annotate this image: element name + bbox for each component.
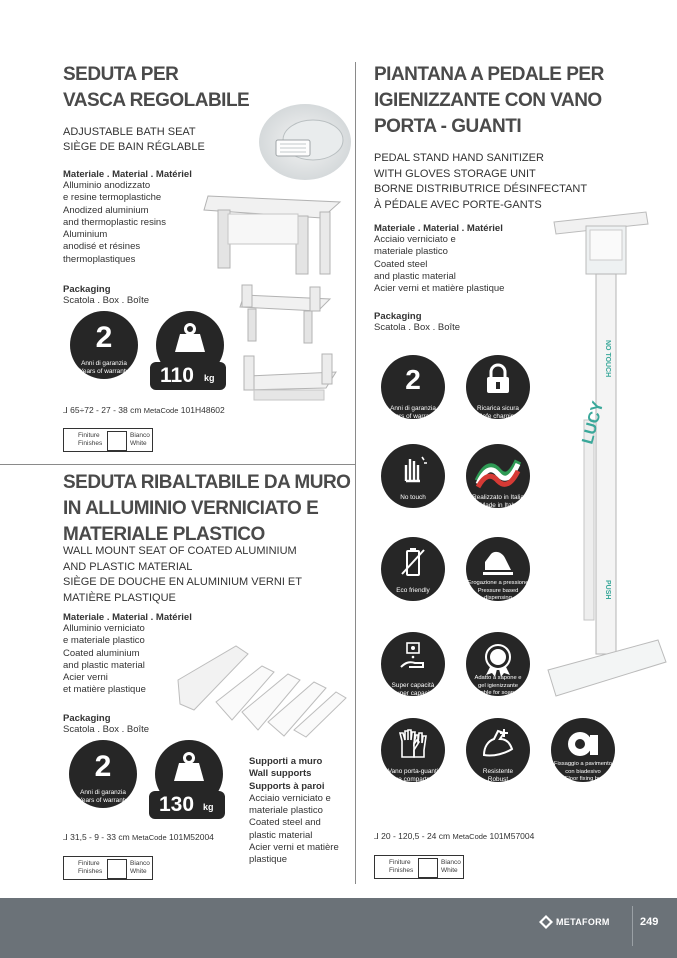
packaging-block: Packaging Scatola . Box . Boîte bbox=[63, 713, 150, 735]
badge-caption: Anni di garanzia bbox=[390, 405, 436, 412]
bath-seat-image-medium bbox=[238, 283, 334, 345]
dispenser-hand-icon-badge bbox=[381, 632, 445, 696]
product-title: SEDUTA RIBALTABILE DA MURO IN ALLUMINIO VERNICIATO E MATERIALE PLASTICO bbox=[63, 472, 351, 545]
weight-icon bbox=[174, 323, 206, 353]
badge-caption: Suitable for soap and bbox=[470, 690, 526, 696]
weight-icon bbox=[173, 752, 205, 782]
dimension-icon: ⅃ bbox=[63, 405, 68, 415]
material-block: Materiale . Material . Matériel Alluminio anodizzato e resine termoplastiche Anodized aluminium and thermoplastic resins Aluminium anodisé et résines thermoplastiques bbox=[63, 169, 192, 265]
badge-caption: Fissaggio a pavimento bbox=[553, 761, 612, 767]
weight-label: 110 kg bbox=[150, 362, 226, 390]
bath-seat-image-small bbox=[240, 352, 340, 414]
warranty-badge: 2 Anni di garanzia Years of warranty bbox=[70, 311, 138, 379]
page-footer bbox=[0, 898, 677, 958]
svg-text:LUCY: LUCY bbox=[579, 399, 608, 447]
svg-text:NO TOUCH: NO TOUCH bbox=[604, 340, 611, 378]
gloves-icon-badge bbox=[381, 718, 445, 782]
white-swatch bbox=[107, 859, 127, 879]
battery-off-icon-badge bbox=[381, 537, 445, 601]
dimension-icon: ⅃ bbox=[374, 831, 379, 841]
section-divider bbox=[0, 464, 356, 465]
warranty-number: 2 bbox=[405, 364, 421, 395]
badge-caption: sanitizing gel bbox=[481, 697, 515, 704]
dimensions: ⅃ 31,5 - 9 - 33 cm MetaCode 101M52004 bbox=[63, 832, 214, 842]
badge-caption: Safe charging bbox=[478, 412, 518, 420]
finishes-box: Finiture Finishes Bianco White bbox=[63, 428, 153, 452]
dimensions: ⅃ 65÷72 - 27 - 38 cm MetaCode 101H48602 bbox=[63, 405, 225, 415]
italy-flag-icon bbox=[466, 453, 530, 494]
battery-off-icon bbox=[381, 546, 445, 583]
material-block: Materiale . Material . Matériel Acciaio verniciato e materiale plastico Coated steel and plastic material Acier verni et matière plastique bbox=[374, 223, 505, 295]
packaging-block: Packaging Scatola . Box . Boîte bbox=[374, 311, 461, 333]
pedal-foot-icon bbox=[466, 546, 530, 581]
badge-caption: Realizzato in Italia bbox=[472, 494, 524, 501]
column-divider bbox=[355, 62, 356, 884]
finishes-box: Finiture Finishes Bianco White bbox=[374, 855, 464, 879]
italy-flag-icon-badge bbox=[466, 444, 530, 508]
finishes-box: Finiture Finishes Bianco White bbox=[63, 856, 153, 880]
white-swatch bbox=[107, 431, 127, 451]
badge-caption: biadhesive bbox=[569, 783, 597, 790]
badge-caption: Pressure based bbox=[477, 587, 519, 594]
material-block: Materiale . Material . Matériel Alluminio verniciato e materiale plastico Coated aluminium and plastic material Acier verni et matière plastique bbox=[63, 612, 192, 696]
warranty-2-badge bbox=[381, 355, 445, 419]
badge-caption: Years of warranty bbox=[388, 412, 438, 420]
badge-caption: con biadesivo bbox=[565, 768, 601, 775]
lock-icon-badge bbox=[466, 355, 530, 419]
dimension-icon: ⅃ bbox=[63, 832, 68, 842]
quality-badge-icon-badge bbox=[466, 632, 530, 704]
tape-roll-icon-badge bbox=[551, 718, 615, 790]
no-touch-hand-icon-badge bbox=[381, 444, 445, 508]
gloves-icon bbox=[381, 727, 445, 766]
warranty-badge: 2 Anni di garanzia Years of warranty bbox=[69, 740, 137, 808]
product-title: SEDUTA PER VASCA REGOLABILE bbox=[63, 64, 250, 111]
white-swatch bbox=[418, 858, 438, 878]
badge-caption: Robust bbox=[487, 775, 509, 783]
badge-caption: Glove compartment bbox=[385, 775, 441, 783]
no-touch-hand-icon bbox=[381, 453, 445, 488]
weight-label: 130 kg bbox=[149, 791, 225, 819]
footer-separator bbox=[632, 906, 633, 946]
badge-caption: Resistente bbox=[482, 768, 514, 775]
dimensions: ⅃ 20 - 120,5 - 24 cm MetaCode 101M57004 bbox=[374, 831, 535, 841]
metaform-logo-icon bbox=[539, 915, 553, 929]
badge-caption: No touch bbox=[400, 494, 426, 501]
product-subtitle: WALL MOUNT SEAT OF COATED ALUMINIUM AND PLASTIC MATERIAL SIÈGE DE DOUCHE EN ALUMINIUM VERNI ET MATIÈRE PLASTIQUE bbox=[63, 545, 302, 604]
product-subtitle: PEDAL STAND HAND SANITIZER WITH GLOVES STORAGE UNIT BORNE DISTRIBUTRICE DÉSINFECTANT À PÉDALE AVEC PORTE-GANTS bbox=[374, 152, 588, 211]
pedal-foot-icon-badge bbox=[466, 537, 530, 601]
brand-name: METAFORM bbox=[556, 917, 610, 927]
badge-caption: Eco friendly bbox=[396, 587, 430, 594]
badge-caption: Vano porta-guanti bbox=[387, 768, 439, 775]
badge-caption: Super capacity bbox=[391, 689, 435, 697]
wall-seat-image bbox=[176, 640, 348, 738]
badge-caption: Made in Italy bbox=[479, 501, 517, 509]
sanitizer-stand-image bbox=[540, 200, 670, 720]
badge-caption: Adatto a sapone e bbox=[474, 675, 522, 681]
badge-caption: gel igienizzante bbox=[478, 682, 518, 689]
packaging-block: Packaging Scatola . Box . Boîte bbox=[63, 284, 150, 306]
product-subtitle: ADJUSTABLE BATH SEAT SIÈGE DE BAIN RÉGLABLE bbox=[63, 126, 205, 153]
page-number: 249 bbox=[640, 916, 659, 928]
badge-caption: Ricarica sicura bbox=[477, 405, 519, 412]
product-title: PIANTANA A PEDALE PER IGIENIZZANTE CON VANO PORTA - GUANTI bbox=[374, 64, 604, 137]
badge-caption: Floor fixing by bbox=[564, 776, 602, 782]
bath-seat-image-large bbox=[202, 188, 350, 280]
lock-icon bbox=[466, 364, 530, 399]
strong-arm-icon-badge bbox=[466, 718, 530, 782]
strong-arm-icon bbox=[466, 727, 530, 764]
badge-caption: Super capacità bbox=[391, 682, 435, 689]
bathtub-photo bbox=[258, 102, 352, 182]
supports-block: Supporti a muro Wall supports Supports à paroi Acciaio verniciato e materiale plastico Coated steel and plastic material Acier verni et matière plastique bbox=[249, 756, 339, 866]
dispenser-hand-icon bbox=[381, 641, 445, 678]
badge-caption: dispensing bbox=[484, 595, 512, 601]
badge-caption: Erogazione a pressione bbox=[467, 580, 529, 586]
svg-text:PUSH: PUSH bbox=[604, 580, 611, 600]
